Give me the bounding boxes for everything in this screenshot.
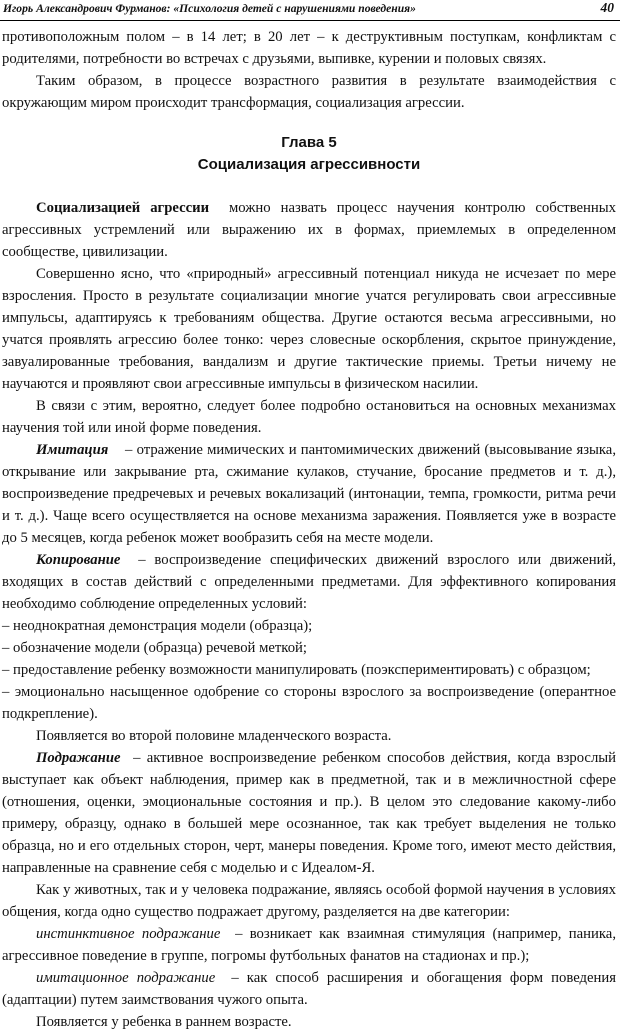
emulation-text: – активное воспроизведение ребенком способов действия, когда взрослый выступает как объект наблюдения, пример как в предметной, так и в межличностной сфере (отношения, оценки, эмоциональные состояния и пр.). В целом это следование какому-либо примеру, образцу, однако в большей мере осознанное, так как требует выделения не только образца, но и его отдельных сторон, черт, манеры поведения. Кроме того, имеют место действия, направленные на сравнение себя с моделью и с Идеалом-Я. (2, 750, 620, 876)
chapter-number: Глава 5 (281, 134, 337, 151)
paragraph-animals: Как у животных, так и у человека подражание, являясь особой формой научения в условиях общения, когда одно существо подражает другому, разделяется на две категории: (2, 882, 616, 920)
paragraph-mechanisms: В связи с этим, вероятно, следует более подробно остановиться на основных механизмах научения той или иной форме поведения. (2, 398, 616, 436)
condition-item: – неоднократная демонстрация модели (образца); (2, 618, 313, 634)
copying-text: – воспроизведение специфических движений взрослого или движений, входящих в состав действий с определенными предметами. Для эффективного копирования необходимо соблюдение определенных условий: (2, 552, 620, 612)
paragraph-definition (2, 197, 620, 263)
chapter-title: Социализация агрессивности (197, 156, 421, 173)
running-header-title: Игорь Александрович Фурманов: «Психология детей с нарушениями поведения» (3, 2, 416, 15)
paragraph-instinctive (2, 923, 620, 967)
term-imitation: Имитация (36, 442, 109, 458)
imitational-text: – как способ расширения и обогащения форм поведения (адаптации) путем заимствования чужого опыта. (2, 970, 620, 1008)
term-imitational: имитационное подражание (36, 970, 216, 986)
term-instinctive: инстинктивное подражание (36, 926, 221, 942)
page-number: 40 (600, 0, 614, 15)
page-body (2, 26, 620, 1033)
paragraph-imitational (2, 967, 620, 1011)
paragraph-intro: противоположным полом – в 14 лет; в 20 лет – к деструктивным поступкам, конфликтам с родителями, потребности во встречах с друзьями, выпивке, курении и половых связях. (2, 29, 616, 67)
condition-item: – обозначение модели (образца) речевой меткой; (2, 640, 307, 656)
term-emulation: Подражание (36, 750, 121, 766)
paragraph-clear: Совершенно ясно, что «природный» агрессивный потенциал никуда не исчезает по мере взросления. Просто в результате социализации многие учатся регулировать свои агрессивные импульсы, адаптируясь к требованиям общества. Другие остаются весьма агрессивными, но учатся проявлять агрессию более тонко: через словесные оскорбления, скрытое принуждение, завуалированные требования, вандализм и другие тактические приемы. Третьи ничему не научаются и проявляют свои агрессивные импульсы в физическом насилии. (2, 266, 616, 392)
paragraph-appears-infant: Появляется во второй половине младенческого возраста. (36, 728, 392, 744)
paragraph-appears-early: Появляется у ребенка в раннем возрасте. (36, 1014, 292, 1030)
condition-item: – предоставление ребенку возможности манипулировать (поэкспериментировать) с образцом; (2, 662, 591, 678)
instinctive-text: – возникает как взаимная стимуляция (например, паника, агрессивное поведение в группе, погромы футбольных фанатов на стадионах и пр.); (2, 926, 620, 964)
paragraph-copying (2, 549, 620, 615)
paragraph-imitation (2, 439, 620, 549)
definition-text: можно назвать процесс научения контролю собственных агрессивных устремлений или выражению их в формах, приемлемых в определенном сообществе, цивилизации. (2, 200, 620, 260)
paragraph-emulation (2, 747, 620, 879)
page-header (0, 0, 620, 21)
term-copying: Копирование (36, 552, 121, 568)
paragraph-conclusion: Таким образом, в процессе возрастного развития в результате взаимодействия с окружающим миром происходит трансформация, социализация агрессии. (2, 73, 616, 111)
term-socialization: Социализацией агрессии (36, 200, 210, 216)
imitation-text: – отражение мимических и пантомимических движений (высовывание языка, открывание или закрывание рта, сжимание кулаков, стучание, бросание предметов и т. д.), воспроизведение предречевых и речевых вокализаций (интонации, темпа, громкости, ритма речи и т. д.). Чаще всего осуществляется на основе механизма заражения. Появляется уже в возрасте до 5 месяцев, когда ребенок может вообразить себя на месте модели. (2, 442, 620, 546)
condition-item: – эмоционально насыщенное одобрение со стороны взрослого за воспроизведение (оперантное подкрепление). (2, 684, 616, 722)
